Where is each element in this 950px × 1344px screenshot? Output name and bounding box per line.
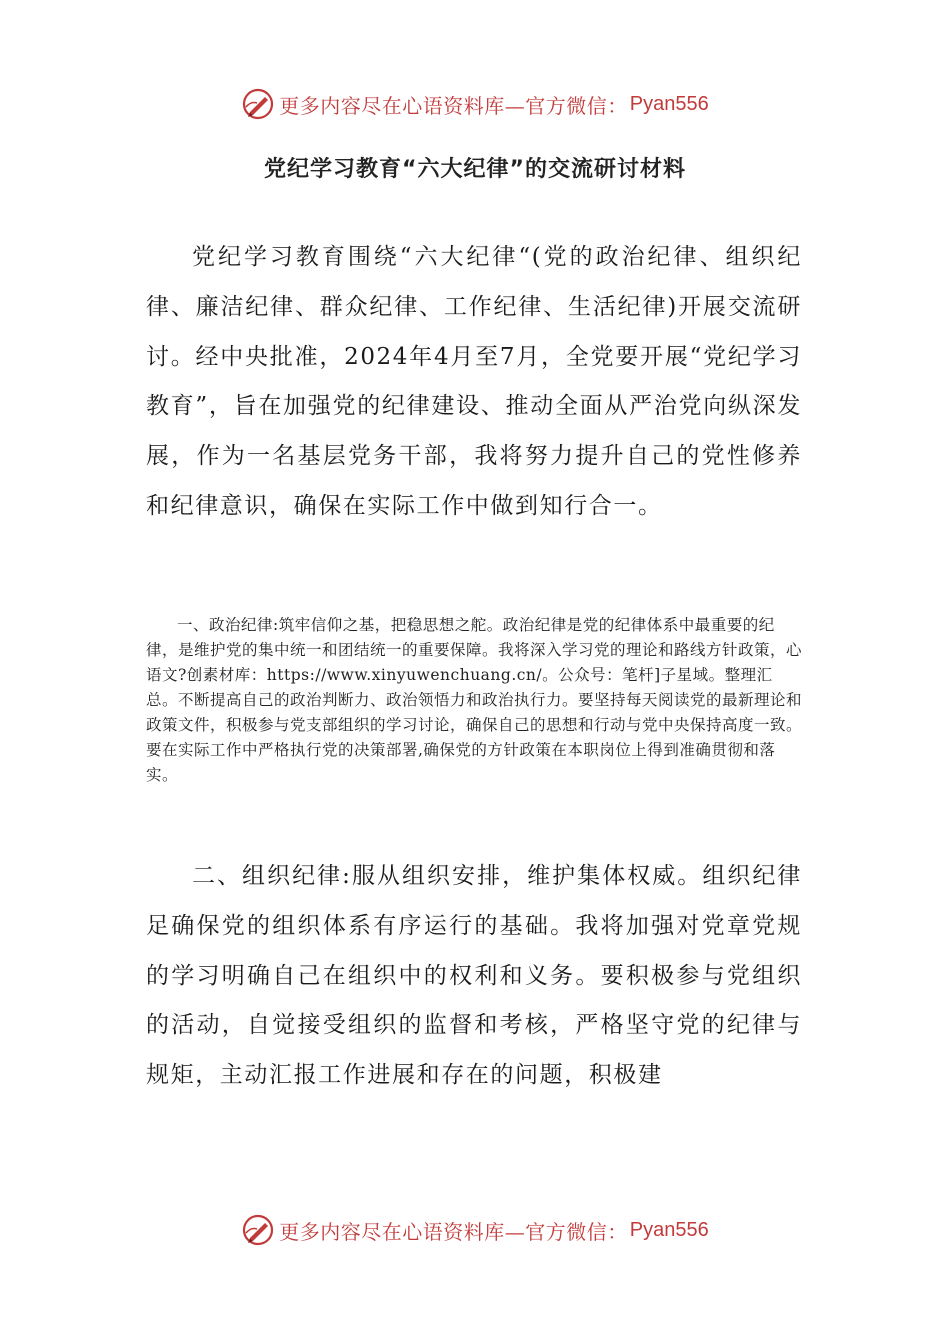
banner-text: 更多内容尽在心语资料库—官方微信： <box>279 93 628 118</box>
banner-text: 更多内容尽在心语资料库—官方微信： <box>279 1219 628 1244</box>
document-title: 党纪学习教育“六大纪律”的交流研讨材料 <box>264 157 686 182</box>
pen-logo-icon <box>241 1213 275 1247</box>
intro-paragraph: 党纪学习教育围绕“六大纪律“(党的政治纪律、组织纪律、廉洁纪律、群众纪律、工作纪律、生活纪律)开展交流研讨。经中央批准，2024年4月至7月，全党要开展“党纪学习教育”，旨在加强党的纪律建设、推动全面从严治党向纵深发展，作为一名基层党务干部，我将努力提升自己的党性修养和纪律意识，确保在实际工作中做到知行合一。 <box>146 244 802 519</box>
banner-wechat-id: Pyan556 <box>629 92 709 115</box>
header-banner <box>0 84 950 124</box>
pen-logo-icon <box>241 87 275 121</box>
political-discipline-paragraph: 一、政治纪律:筑牢信仰之基，把稳思想之舵。政治纪律是党的纪律体系中最重要的纪律，是维护党的集中统一和团结统一的重要保障。我将深入学习党的理论和路线方针政策，心语文?创素材库：https://www.xinyuwenchuang.cn/。公众号：笔杆]子星域。整理汇总。不断提高自己的政治判断力、政治领悟力和政治执行力。要坚持每天阅读党的最新理论和政策文件，积极参与党支部组织的学习讨论，确保自己的思想和行动与党中央保持高度一致。要在实际工作中严格执行党的决策部署,确保党的方针政策在本职岗位上得到准确贯彻和落实。 <box>146 616 803 784</box>
banner-wechat-id: Pyan556 <box>629 1218 709 1241</box>
organizational-discipline-paragraph: 二、组织纪律:服从组织安排，维护集体权威。组织纪律足确保党的组织体系有序运行的基础。我将加强对党章党规的学习明确自己在组织中的权利和义务。要积极参与党组织的活动，自觉接受组织的监督和考核，严格坚守党的纪律与规矩，主动汇报工作进展和存在的问题，积极建 <box>146 863 802 1089</box>
footer-banner <box>0 1210 950 1250</box>
